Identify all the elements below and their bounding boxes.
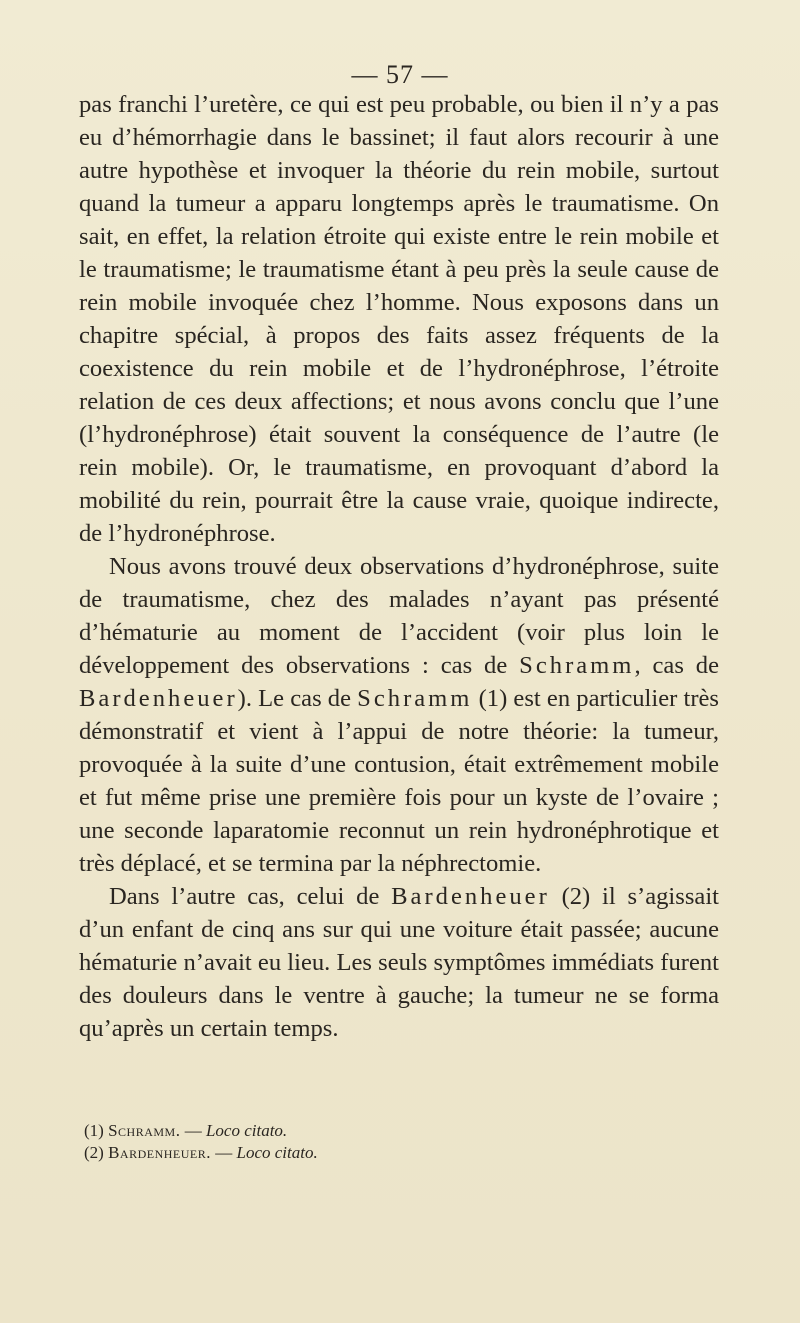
author-name-schramm: Schramm	[357, 685, 473, 712]
author-name-bardenheuer: Bardenheuer	[79, 685, 238, 712]
paragraph-2-text: Nous avons trouvé deux observations d’hydronéphrose, suite de traumatisme, chez des malades n’ayant pas présenté d’hématurie au moment de l’accident (voir plus loin le développement des observations : cas de	[79, 553, 719, 679]
footnote-author: Schramm.	[108, 1121, 181, 1140]
paragraph-3-text: (2) il s’agissait d’un enfant de cinq ans sur qui une voiture était passée; aucune hématurie n’avait eu lieu. Les seuls symptômes immédiats furent des douleurs dans le ventre à gauche; la tumeur ne se forma qu’après un certain temps.	[79, 883, 719, 1042]
paragraph-3	[79, 880, 719, 1045]
paragraph-2-text: ). Le cas de	[237, 685, 358, 712]
paragraph-3-text: Dans l’autre cas, celui de	[109, 883, 392, 910]
body-text	[79, 88, 719, 1045]
footnotes	[84, 1120, 704, 1164]
footnote-reference: Loco citato.	[236, 1143, 318, 1162]
paragraph-2-text: , cas de	[634, 652, 719, 679]
page-number: — 57 —	[351, 60, 449, 89]
author-name-schramm: Schramm	[519, 652, 635, 679]
paragraph-2	[79, 550, 719, 880]
footnote-reference: Loco citato.	[205, 1121, 288, 1140]
footnote-1	[84, 1120, 704, 1142]
author-name-bardenheuer: Bardenheuer	[391, 883, 550, 910]
footnote-2	[84, 1142, 704, 1164]
footnote-marker: (1)	[84, 1121, 104, 1140]
footnote-author: Bardenheuer.	[108, 1143, 211, 1162]
paragraph-2-text: (1) est en particulier très démonstratif et vient à l’appui de notre théorie: la tumeur, provoquée à la suite d’une contusion, était extrêmement mobile et fut même prise une première fois pour un kyste de l’ovaire ; une seconde laparatomie reconnut un rein hydronéphrotique et très déplacé, et se termina par la néphrectomie.	[79, 685, 719, 877]
footnote-dash: —	[180, 1121, 206, 1140]
paragraph-1: pas franchi l’uretère, ce qui est peu probable, ou bien il n’y a pas eu d’hémorrhagie dans le bassinet; il faut alors recourir à une autre hypothèse et invoquer la théorie du rein mobile, surtout quand la tumeur a apparu longtemps après le traumatisme. On sait, en effet, la relation étroite qui existe entre le rein mobile et le traumatisme; le traumatisme étant à peu près la seule cause de rein mobile invoquée chez l’homme. Nous exposons dans un chapitre spécial, à propos des faits assez fréquents de la coexistence du rein mobile et de l’hydronéphrose, l’étroite relation de ces deux affections; et nous avons conclu que l’une (l’hydronéphrose) était souvent la conséquence de l’autre (le rein mobile). Or, le traumatisme, en provoquant d’abord la mobilité du rein, pourrait être la cause vraie, quoique indirecte, de l’hydronéphrose.	[79, 91, 719, 547]
footnote-marker: (2)	[84, 1143, 104, 1162]
footnote-dash: —	[211, 1143, 237, 1162]
